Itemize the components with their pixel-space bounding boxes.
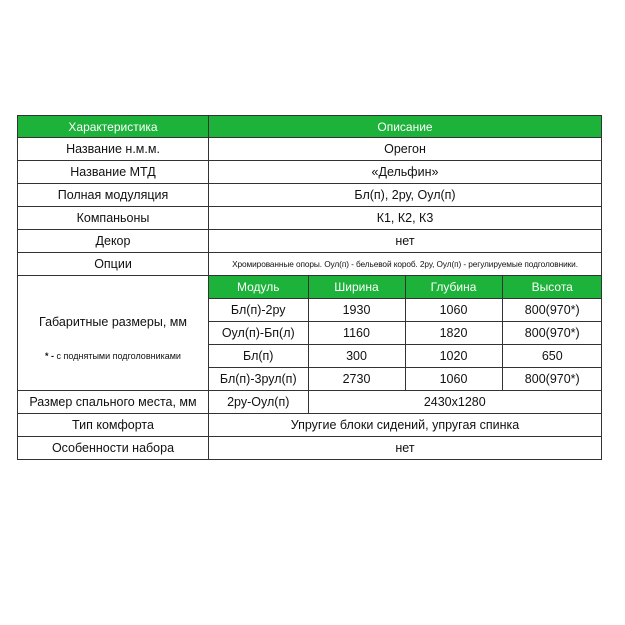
dimensions-row bbox=[18, 276, 602, 391]
comfort-label: Тип комфорта bbox=[18, 414, 209, 437]
module-cell: Бл(п) bbox=[209, 345, 308, 368]
height-cell: 800(970*) bbox=[502, 368, 602, 391]
row-label: Название МТД bbox=[18, 161, 209, 184]
row-label: Полная модуляция bbox=[18, 184, 209, 207]
set-label: Особенности набора bbox=[18, 437, 209, 460]
row-label: Название н.м.м. bbox=[18, 138, 209, 161]
set-value: нет bbox=[209, 437, 602, 460]
row-value: «Дельфин» bbox=[209, 161, 602, 184]
sleep-cell bbox=[209, 391, 602, 414]
comfort-value: Упругие блоки сидений, упругая спинка bbox=[209, 414, 602, 437]
table-row bbox=[18, 414, 602, 437]
depth-cell: 1060 bbox=[405, 368, 502, 391]
height-cell: 800(970*) bbox=[502, 322, 602, 345]
row-value-options: Хромированные опоры. Оул(п) - бельевой короб. 2ру, Оул(п) - регулируемые подголовники. bbox=[209, 253, 602, 276]
row-value: нет bbox=[209, 230, 602, 253]
table-row bbox=[209, 322, 602, 345]
header-height: Высота bbox=[502, 276, 602, 299]
depth-cell: 1820 bbox=[405, 322, 502, 345]
table-row bbox=[18, 184, 602, 207]
table-row bbox=[18, 161, 602, 184]
note-mark: * - bbox=[45, 351, 55, 361]
table-row bbox=[18, 253, 602, 276]
header-characteristic: Характеристика bbox=[18, 116, 209, 138]
header-description: Описание bbox=[209, 116, 602, 138]
module-cell: Оул(п)-Бп(л) bbox=[209, 322, 308, 345]
row-label: Декор bbox=[18, 230, 209, 253]
row-label: Компаньоны bbox=[18, 207, 209, 230]
height-cell: 650 bbox=[502, 345, 602, 368]
table-row bbox=[18, 230, 602, 253]
depth-cell: 1020 bbox=[405, 345, 502, 368]
dimensions-cell bbox=[209, 276, 602, 391]
height-cell: 800(970*) bbox=[502, 299, 602, 322]
note-text: с поднятыми подголовниками bbox=[54, 351, 181, 361]
dimensions-note bbox=[18, 351, 208, 361]
table-row bbox=[209, 345, 602, 368]
module-cell: Бл(п)-3рул(п) bbox=[209, 368, 308, 391]
table-row bbox=[18, 207, 602, 230]
row-value: Орегон bbox=[209, 138, 602, 161]
sleep-size: 2430x1280 bbox=[423, 395, 486, 409]
sleep-row bbox=[18, 391, 602, 414]
header-module: Модуль bbox=[209, 276, 308, 299]
width-cell: 2730 bbox=[308, 368, 405, 391]
sleep-split bbox=[209, 391, 601, 413]
width-cell: 1930 bbox=[308, 299, 405, 322]
dimensions-label-cell bbox=[18, 276, 209, 391]
row-value: Бл(п), 2ру, Оул(п) bbox=[209, 184, 602, 207]
header-width: Ширина bbox=[308, 276, 405, 299]
width-cell: 300 bbox=[308, 345, 405, 368]
table-header-row bbox=[18, 116, 602, 138]
row-label: Опции bbox=[18, 253, 209, 276]
dimensions-label: Габаритные размеры, мм bbox=[39, 315, 187, 329]
depth-cell: 1060 bbox=[405, 299, 502, 322]
dimensions-header-row bbox=[209, 276, 602, 299]
table-row bbox=[18, 138, 602, 161]
spec-table bbox=[17, 115, 602, 460]
sleep-module: 2ру-Оул(п) bbox=[209, 391, 308, 413]
header-depth: Глубина bbox=[405, 276, 502, 299]
sleep-label: Размер спального места, мм bbox=[18, 391, 209, 414]
width-cell: 1160 bbox=[308, 322, 405, 345]
table-row bbox=[18, 437, 602, 460]
table-row bbox=[209, 368, 602, 391]
dimensions-table bbox=[209, 276, 602, 390]
row-value: К1, К2, К3 bbox=[209, 207, 602, 230]
table-row bbox=[209, 299, 602, 322]
module-cell: Бл(п)-2ру bbox=[209, 299, 308, 322]
